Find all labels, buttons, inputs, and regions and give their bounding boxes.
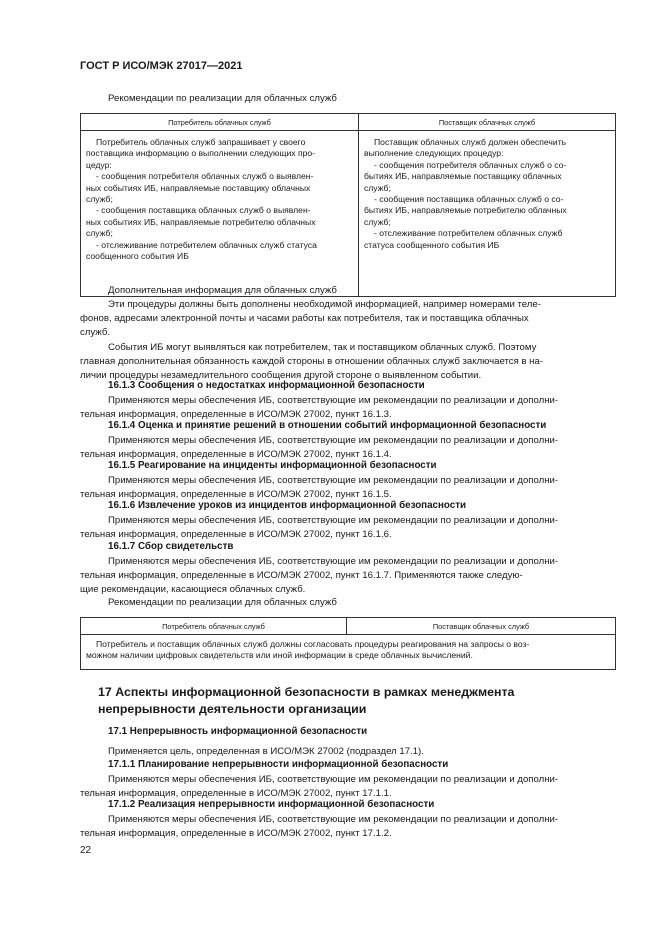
- body-line: тельная информация, определенные в ИСО/МЭК 27002, пункт 16.1.7. Применяются также следую-: [80, 570, 523, 581]
- section-17-title-line-2: непрерывности деятельности организации: [98, 702, 367, 716]
- additional-info-heading: Дополнительная информация для облачных служб: [108, 285, 337, 296]
- table1-right-line: служб;: [364, 182, 391, 193]
- table1-provider-cell: [359, 131, 616, 297]
- table2-header-provider: Поставщик облачных служб: [347, 618, 616, 635]
- body-line: щие рекомендации, касающиеся облачных служб.: [80, 584, 306, 595]
- body-line: Применяются меры обеспечения ИБ, соответствующие им рекомендации по реализации и дополни-: [108, 774, 559, 785]
- table1-header-provider: Поставщик облачных служб: [359, 114, 616, 131]
- table1-left-line: - сообщения поставщика облачных служб о выявлен-: [96, 205, 311, 216]
- table1-right-line: бытиях ИБ, направляемые поставщику облачных: [364, 171, 562, 182]
- body-line: тельная информация, определенные в ИСО/МЭК 27002, пункт 17.1.1.: [80, 788, 392, 799]
- body-line: События ИБ могут выявляться как потребителем, так и поставщиком облачных служб. Поэтому: [108, 342, 537, 353]
- table1-left-line: ных событиях ИБ, направляемые потребителю облачных: [86, 216, 316, 227]
- body-line: Применяются меры обеспечения ИБ, соответствующие им рекомендации по реализации и дополни-: [108, 515, 559, 526]
- body-line: фонов, адресами электронной почты и часами работы как потребителя, так и поставщика облачных: [80, 313, 529, 324]
- table1-left-line: служб;: [86, 228, 113, 239]
- table1-left-line: цедур:: [86, 159, 112, 170]
- page-number: 22: [80, 845, 92, 856]
- table1-left-line: ных событиях ИБ, направляемые поставщику облачных: [86, 182, 311, 193]
- body-line: тельная информация, определенные в ИСО/МЭК 27002, пункт 16.1.4.: [80, 449, 392, 460]
- body-line: Эти процедуры должны быть дополнены необходимой информацией, например номерами теле-: [108, 299, 541, 310]
- table1-left-line: сообщенного события ИБ: [86, 251, 189, 262]
- table1-caption: Рекомендации по реализации для облачных служб: [108, 93, 337, 104]
- subsection-16-1-3-heading: 16.1.3 Сообщения о недостатках информационной безопасности: [108, 380, 425, 391]
- body-line: Применяется цель, определенная в ИСО/МЭК 27002 (подраздел 17.1).: [108, 746, 424, 757]
- table1-header-consumer: Потребитель облачных служб: [81, 114, 359, 131]
- subsection-16-1-4-heading: 16.1.4 Оценка и принятие решений в отношении событий информационной безопасности: [108, 420, 547, 431]
- subsection-16-1-7-heading: 16.1.7 Сбор свидетельств: [108, 541, 234, 552]
- recommendations-table-2: [80, 617, 616, 670]
- table1-right-line: служб;: [364, 216, 391, 227]
- table1-right-line: Поставщик облачных служб должен обеспечить: [374, 137, 567, 147]
- body-line: личии процедуры незамедлительного сообщения другой стороне о выявленном событии.: [80, 370, 482, 381]
- table1-left-line: служб;: [86, 194, 113, 205]
- table1-right-line: статуса сообщенного события ИБ: [364, 239, 500, 250]
- subsection-16-1-5-heading: 16.1.5 Реагирование на инциденты информационной безопасности: [108, 460, 437, 471]
- table1-right-line: выполнение следующих процедур:: [364, 148, 504, 159]
- table2-line: Потребитель и поставщик облачных служб должны согласовать процедуры реагирования на запросы о воз-: [96, 639, 530, 649]
- section-17-title-line-1: 17 Аспекты информационной безопасности в рамках менеджмента: [98, 685, 515, 699]
- table1-left-line: поставщика информацию о выполнении следующих про-: [86, 148, 316, 159]
- body-line: Применяются меры обеспечения ИБ, соответствующие им рекомендации по реализации и дополни-: [108, 435, 559, 446]
- table2-line: можном наличии цифровых свидетельств или иной информации в среде облачных вычислений.: [86, 650, 473, 661]
- body-line: тельная информация, определенные в ИСО/МЭК 27002, пункт 16.1.5.: [80, 489, 392, 500]
- body-line: тельная информация, определенные в ИСО/МЭК 27002, пункт 16.1.6.: [80, 529, 392, 540]
- body-line: Применяются меры обеспечения ИБ, соответствующие им рекомендации по реализации и дополни-: [108, 814, 559, 825]
- subsection-16-1-6-heading: 16.1.6 Извлечение уроков из инцидентов информационной безопасности: [108, 500, 467, 511]
- table2-caption: Рекомендации по реализации для облачных служб: [108, 597, 337, 608]
- body-line: главная дополнительная обязанность каждой стороны в отношении облачных служб заключается в на-: [80, 356, 544, 367]
- table2-header-consumer: Потребитель облачных служб: [81, 618, 347, 635]
- subsection-17-1-2-heading: 17.1.2 Реализация непрерывности информационной безопасности: [108, 799, 435, 810]
- table1-left-line: - отслеживание потребителем облачных служб статуса: [96, 239, 317, 250]
- table1-right-line: бытиях ИБ, направляемые потребителю облачных: [364, 205, 567, 216]
- table1-left-line: Потребитель облачных служб запрашивает у своего: [96, 137, 306, 147]
- subsection-17-1-heading: 17.1 Непрерывность информационной безопасности: [108, 726, 368, 737]
- table1-left-line: - сообщения потребителя облачных служб о выявлен-: [96, 171, 314, 182]
- body-line: служб.: [80, 327, 110, 338]
- table1-consumer-cell: [81, 131, 359, 297]
- body-line: тельная информация, определенные в ИСО/МЭК 27002, пункт 16.1.3.: [80, 409, 392, 420]
- subsection-17-1-1-heading: 17.1.1 Планирование непрерывности информационной безопасности: [108, 759, 449, 770]
- body-line: Применяются меры обеспечения ИБ, соответствующие им рекомендации по реализации и дополни-: [108, 475, 559, 486]
- table1-right-line: - сообщения потребителя облачных служб о со-: [374, 159, 567, 170]
- body-line: Применяются меры обеспечения ИБ, соответствующие им рекомендации по реализации и дополни-: [108, 556, 559, 567]
- document-header: ГОСТ Р ИСО/МЭК 27017—2021: [80, 60, 243, 72]
- body-line: тельная информация, определенные в ИСО/МЭК 27002, пункт 17.1.2.: [80, 828, 392, 839]
- table1-right-line: - отслеживание потребителем облачных служб: [374, 228, 563, 239]
- table1-right-line: - сообщения поставщика облачных служб о со-: [374, 194, 564, 205]
- recommendations-table-1: [80, 113, 616, 297]
- body-line: Применяются меры обеспечения ИБ, соответствующие им рекомендации по реализации и дополни-: [108, 395, 559, 406]
- table2-merged-cell: [81, 635, 616, 670]
